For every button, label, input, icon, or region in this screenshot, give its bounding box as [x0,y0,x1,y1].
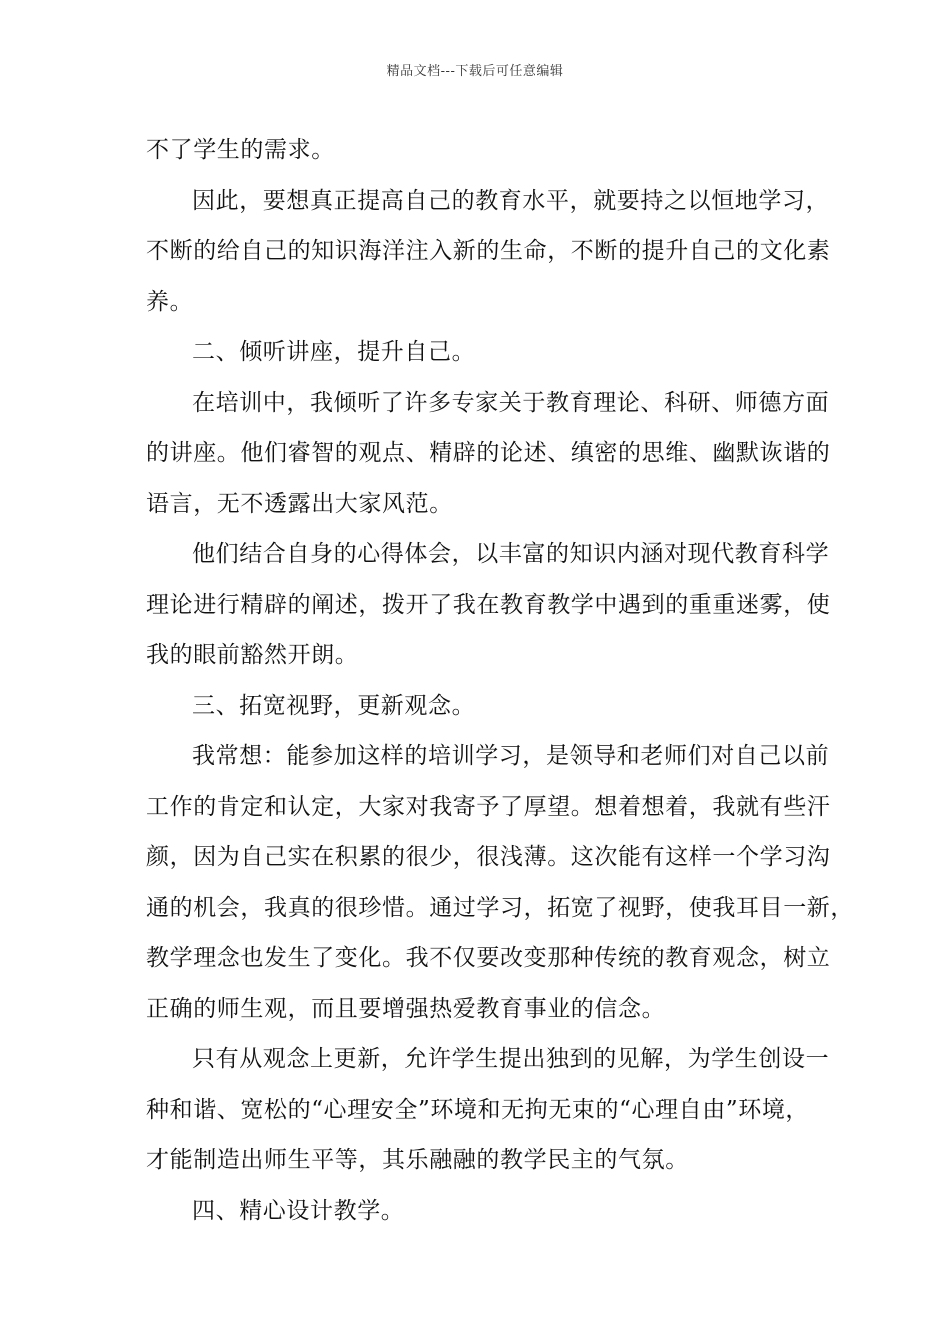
text-line: 养。 [146,288,194,315]
text-line: 理论进行精辟的阐述，拨开了我在教育教学中遇到的重重迷雾，使 [146,591,831,618]
text-line: 正确的师生观，而且要增强热爱教育事业的信念。 [146,995,666,1022]
text-line: 语言，无不透露出大家风范。 [146,490,453,517]
section-heading: 四、精心设计教学。 [192,1197,405,1224]
text-line: 不断的给自己的知识海洋注入新的生命，不断的提升自己的文化素 [146,238,831,264]
section-heading: 三、拓宽视野，更新观念。 [192,692,476,719]
page-header: 精品文档---下载后可任意编辑 [386,64,564,79]
text-line: 通的机会，我真的很珍惜。通过学习，拓宽了视野，使我耳目一新， [146,894,854,921]
paragraph-start-line: 他们结合自身的心得体会，以丰富的知识内涵对现代教育科学 [192,541,830,567]
text-line: 教学理念也发生了变化。我不仅要改变那种传统的教育观念，树立 [146,945,831,971]
paragraph-start-line: 因此，要想真正提高自己的教育水平，就要持之以恒地学习， [192,187,830,214]
paragraph-start-line: 我常想：能参加这样的培训学习，是领导和老师们对自己以前 [192,743,830,769]
text-line: 不了学生的需求。 [146,137,335,163]
text-line: 才能制造出师生平等，其乐融融的教学民主的气氛。 [146,1147,689,1173]
section-heading: 二、倾听讲座，提升自己。 [192,339,476,365]
text-line: 工作的肯定和认定，大家对我寄予了厚望。想着想着，我就有些汗 [146,793,831,820]
text-line: 的讲座。他们睿智的观点、精辟的论述、缜密的思维、幽默诙谐的 [146,440,831,466]
paragraph-start-line: 只有从观念上更新，允许学生提出独到的见解，为学生创设一 [192,1046,830,1072]
text-line: 种和谐、宽松的“心理安全”环境和无拘无束的“心理自由”环境， [146,1096,810,1123]
document-body [146,125,854,1236]
paragraph-start-line: 在培训中，我倾听了许多专家关于教育理论、科研、师德方面 [192,389,830,416]
text-line: 我的眼前豁然开朗。 [146,642,359,668]
text-line: 颜，因为自己实在积累的很少，很浅薄。这次能有这样一个学习沟 [146,844,831,870]
